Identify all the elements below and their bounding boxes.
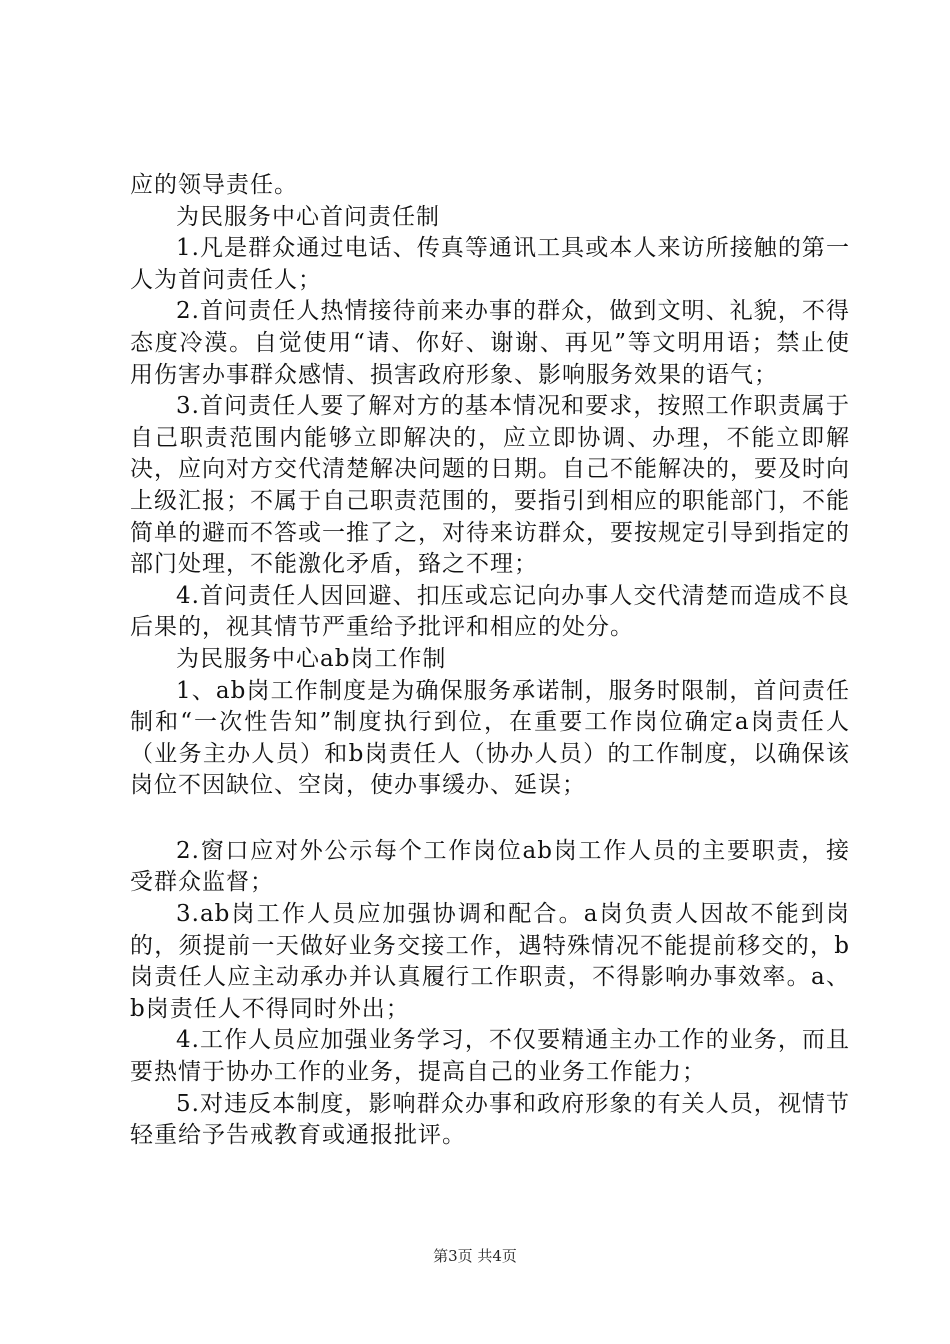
paragraph-item-4: 4.首问责任人因回避、扣压或忘记向办事人交代清楚而造成不良后果的，视其情节严重给予批评和相应的处分。: [130, 582, 850, 641]
paragraph-ab-item-5: 5.对违反本制度，影响群众办事和政府形象的有关人员，视情节轻重给予告戒教育或通报批评。: [130, 1090, 850, 1149]
section-title-first-inquiry: 为民服务中心首问责任制: [176, 203, 440, 230]
paragraph-ab-item-2: 2.窗口应对外公示每个工作岗位ab岗工作人员的主要职责，接受群众监督；: [130, 837, 850, 896]
paragraph-ab-item-4: 4.工作人员应加强业务学习，不仅要精通主办工作的业务，而且要热情于协办工作的业务，提高自己的业务工作能力；: [130, 1027, 850, 1086]
paragraph-item-2: 2.首问责任人热情接待前来办事的群众，做到文明、礼貌，不得态度冷漠。自觉使用“请、你好、谢谢、再见”等文明用语；禁止使用伤害办事群众感情、损害政府形象、影响服务效果的语气；: [130, 298, 850, 388]
paragraph-item-3: 3.首问责任人要了解对方的基本情况和要求，按照工作职责属于自己职责范围内能够立即解决的，应立即协调、办理，不能立即解决，应向对方交代清楚解决问题的日期。自己不能解决的，要及时向上级汇报；不属于自己职责范围的，要指引到相应的职能部门，不能简单的避而不答或一推了之，对待来访群众，要按规定引导到指定的部门处理，不能激化矛盾，臵之不理；: [130, 393, 850, 578]
page-footer: 第3页 共4页: [433, 1247, 517, 1265]
paragraph-ab-item-1: 1、ab岗工作制度是为确保服务承诺制，服务时限制，首问责任制和“一次性告知”制度执行到位，在重要工作岗位确定a岗责任人（业务主办人员）和b岗责任人（协办人员）的工作制度，以确保该岗位不因缺位、空岗，使办事缓办、延误；: [130, 677, 850, 799]
document-body: [130, 170, 850, 1152]
paragraph-continuation: 应的领导责任。: [130, 172, 298, 198]
section-title-ab-post: 为民服务中心ab岗工作制: [176, 645, 447, 672]
paragraph-gap: [130, 802, 850, 836]
paragraph-ab-item-3: 3.ab岗工作人员应加强协调和配合。a岗负责人因故不能到岗的，须提前一天做好业务交接工作，遇特殊情况不能提前移交的，b岗责任人应主动承办并认真履行工作职责，不得影响办事效率。a、b岗责任人不得同时外出；: [130, 901, 850, 1022]
paragraph-item-1: 1.凡是群众通过电话、传真等通讯工具或本人来访所接触的第一人为首问责任人；: [130, 235, 850, 293]
